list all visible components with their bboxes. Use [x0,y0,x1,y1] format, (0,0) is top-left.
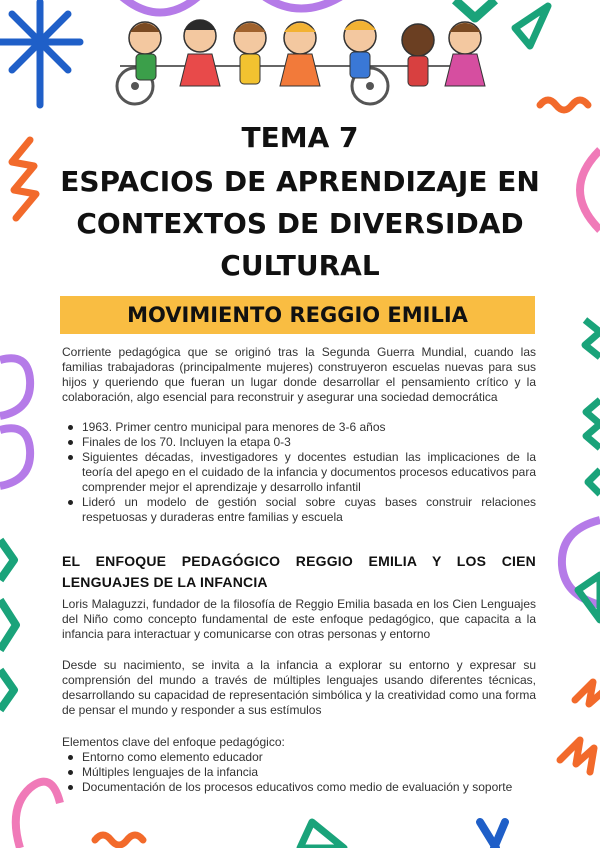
list-item: Documentación de los procesos educativos como medio de evaluación y soporte [82,780,536,795]
exploration-paragraph: Desde su nacimiento, se invita a la infancia a explorar su entorno y expresar su comprensión del mundo a través de múltiples lenguajes usando diferentes técnicas, desarrollando su capacidad de representación simbólica y la creatividad como una forma de pensar el mundo y responder a sus estímulos [62,658,536,717]
elements-intro: Elementos clave del enfoque pedagógico: [62,735,285,749]
list-item: Finales de los 70. Incluyen la etapa 0-3 [82,435,536,450]
zigzag-shape [0,540,14,580]
starburst-shape [0,2,80,105]
list-item: Lideró un modelo de gestión social sobre cuyas bases construir relaciones respetuosas y duraderas entre familias y escuela [82,495,536,524]
children-holding-hands-illustration [100,8,500,108]
triangle-shape [300,822,344,848]
key-elements-list [62,750,536,795]
squiggle-shape [575,682,600,704]
zigzag-shape [0,670,14,710]
intro-paragraph: Corriente pedagógica que se originó tras la Segunda Guerra Mundial, cuando las familias trabajadoras (principalmente mujeres) construyeron escuelas nuevas para sus hijos y queriendo que fueran un lugar donde desarrollar el pensamiento crítico y la colaboración, algo esencial para reconstruir y asegurar una sociedad democrática [62,345,536,404]
triangle-shape [515,6,548,46]
wave-shape [95,835,143,845]
arc-shape [562,520,600,605]
line-shape [494,822,505,848]
malaguzzi-paragraph: Loris Malaguzzi, fundador de la filosofía de Reggio Emilia basada en los Cien Lenguajes del Niño como concepto fundamental de este enfoque pedagógico, que capacita a la infancia para interactuar y comunicarse con otras personas y entorno [62,597,536,641]
list-item: Múltiples lenguajes de la infancia [82,765,536,780]
list-item: 1963. Primer centro municipal para menores de 3-6 años [82,420,536,435]
section-heading: EL ENFOQUE PEDAGÓGICO REGGIO EMILIA Y LOS CIEN LENGUAJES DE LA INFANCIA [62,553,536,590]
line-shape [480,822,496,848]
zigzag-shape [0,600,16,650]
page-title-line: CULTURAL [220,249,380,282]
zigzag-shape [585,320,600,357]
triangle-shape [578,575,600,620]
squiggle-shape [560,740,594,772]
loop-shape [0,358,30,486]
section-banner: MOVIMIENTO REGGIO EMILIA [60,296,535,334]
page-title-line: CONTEXTOS DE DIVERSIDAD [76,207,524,240]
zigzag-shape [588,470,600,494]
loop-shape [16,782,60,848]
wave-shape [540,100,588,110]
zigzag-shape [586,400,600,448]
history-list [62,420,536,525]
list-item: Siguientes décadas, investigadores y docentes estudian las implicaciones de la teoría del apego en el cuidado de la infancia y documentos procesos educativos para comprender mejor el aprendizaje y desarrollo infantil [82,450,536,494]
page-title-line: TEMA 7 [241,121,359,154]
list-item: Entorno como elemento educador [82,750,536,765]
page-title-line: ESPACIOS DE APRENDIZAJE EN [60,165,540,198]
